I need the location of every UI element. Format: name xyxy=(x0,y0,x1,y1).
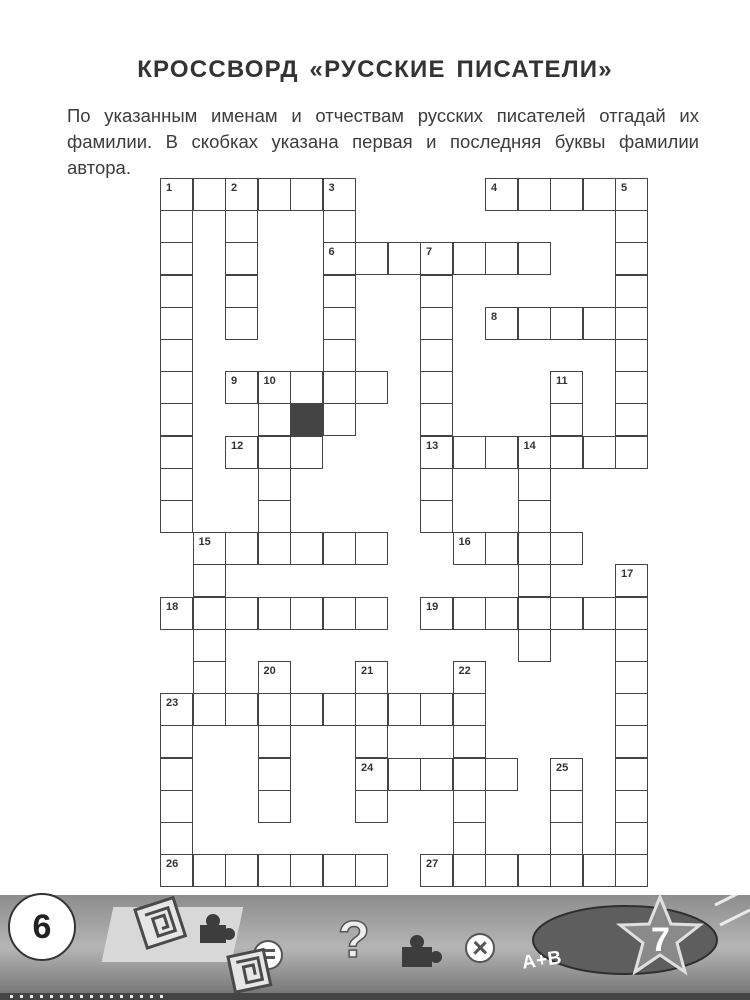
crossword-cell[interactable] xyxy=(258,178,291,211)
clue-number: 24 xyxy=(361,761,374,774)
crossword-cell[interactable] xyxy=(550,758,583,791)
crossword-cell[interactable] xyxy=(420,597,453,630)
crossword-cell[interactable] xyxy=(258,854,291,887)
crossword-cell[interactable] xyxy=(615,790,648,823)
crossword-cell[interactable] xyxy=(583,178,616,211)
crossword-cell[interactable] xyxy=(258,597,291,630)
crossword-cell[interactable] xyxy=(550,790,583,823)
crossword-cell[interactable] xyxy=(160,468,193,501)
crossword-cell[interactable] xyxy=(420,758,453,791)
crossword-cell[interactable] xyxy=(453,693,486,726)
crossword-cell[interactable] xyxy=(225,275,258,308)
crossword-cell[interactable] xyxy=(453,854,486,887)
crossword-cell[interactable] xyxy=(420,275,453,308)
crossword-cell[interactable] xyxy=(550,597,583,630)
crossword-cell[interactable] xyxy=(193,854,226,887)
crossword-cell[interactable] xyxy=(550,371,583,404)
crossword-cell[interactable] xyxy=(453,661,486,694)
crossword-cell[interactable] xyxy=(225,854,258,887)
crossword-cell[interactable] xyxy=(290,693,323,726)
crossword-cell[interactable] xyxy=(518,629,551,662)
crossword-cell[interactable] xyxy=(518,597,551,630)
crossword-cell[interactable] xyxy=(323,210,356,243)
instructions-text: По указанным именам и отчествам русских писателей отгадай их фамилии. В скобках указана первая и последняя буквы фамилии автора. xyxy=(67,105,699,178)
crossword-cell[interactable] xyxy=(485,178,518,211)
crossword-cell[interactable] xyxy=(160,339,193,372)
crossword-cell[interactable] xyxy=(323,597,356,630)
clue-number: 6 xyxy=(328,246,335,259)
crossword-cell[interactable] xyxy=(323,854,356,887)
crossword-cell[interactable] xyxy=(518,468,551,501)
crossword-cell[interactable] xyxy=(615,661,648,694)
crossword-cell[interactable] xyxy=(615,822,648,855)
crossword-cell[interactable] xyxy=(355,661,388,694)
plus-circle-icon xyxy=(466,934,494,962)
crossword-cell[interactable] xyxy=(258,468,291,501)
clue-number: 19 xyxy=(426,600,439,613)
crossword-cell[interactable] xyxy=(420,307,453,340)
crossword-cell[interactable] xyxy=(615,436,648,469)
crossword-cell[interactable] xyxy=(453,822,486,855)
crossword-cell[interactable] xyxy=(160,597,193,630)
crossword-cell[interactable] xyxy=(258,500,291,533)
crossword-cell[interactable] xyxy=(388,758,421,791)
crossword-cell[interactable] xyxy=(225,436,258,469)
crossword-cell[interactable] xyxy=(485,758,518,791)
crossword-cell[interactable] xyxy=(323,242,356,275)
crossword-cell[interactable] xyxy=(518,307,551,340)
crossword-cell[interactable] xyxy=(615,275,648,308)
page-number: 6 xyxy=(8,893,76,961)
crossword-cell[interactable] xyxy=(258,693,291,726)
crossword-cell[interactable] xyxy=(160,854,193,887)
crossword-cell[interactable] xyxy=(160,436,193,469)
crossword-cell[interactable] xyxy=(225,532,258,565)
clue-number: 27 xyxy=(426,858,439,871)
crossword-cell[interactable] xyxy=(550,307,583,340)
crossword-cell[interactable] xyxy=(193,532,226,565)
crossword-cell[interactable] xyxy=(225,597,258,630)
crossword-cell[interactable] xyxy=(225,307,258,340)
crossword-cell[interactable] xyxy=(258,725,291,758)
crossword-cell[interactable] xyxy=(420,242,453,275)
crossword-cell[interactable] xyxy=(323,371,356,404)
crossword-cell[interactable] xyxy=(355,597,388,630)
crossword-cell[interactable] xyxy=(485,854,518,887)
crossword-cell[interactable] xyxy=(615,242,648,275)
crossword-cell[interactable] xyxy=(420,693,453,726)
crossword-cell[interactable] xyxy=(258,758,291,791)
crossword-cell[interactable] xyxy=(388,693,421,726)
ab-badge-label: A+B xyxy=(520,947,564,974)
page-title: КРОССВОРД «РУССКИЕ ПИСАТЕЛИ» xyxy=(137,56,613,83)
crossword-cell[interactable] xyxy=(615,339,648,372)
crossword-cell[interactable] xyxy=(615,854,648,887)
crossword-cell[interactable] xyxy=(615,629,648,662)
crossword-cell[interactable] xyxy=(355,532,388,565)
crossword-cell[interactable] xyxy=(160,403,193,436)
crossword-cell[interactable] xyxy=(453,758,486,791)
crossword-cell[interactable] xyxy=(615,210,648,243)
crossword-cell[interactable] xyxy=(550,532,583,565)
crossword-cell[interactable] xyxy=(518,500,551,533)
crossword-cell[interactable] xyxy=(485,436,518,469)
crossword-cell[interactable] xyxy=(160,790,193,823)
crossword-cell[interactable] xyxy=(453,597,486,630)
crossword-cell[interactable] xyxy=(193,693,226,726)
crossword-cell[interactable] xyxy=(388,242,421,275)
crossword-cell[interactable] xyxy=(518,242,551,275)
crossword-cell[interactable] xyxy=(225,242,258,275)
clue-number: 1 xyxy=(166,182,173,194)
crossword-cell[interactable] xyxy=(323,178,356,211)
crossword-cell[interactable] xyxy=(193,661,226,694)
clue-number: 14 xyxy=(523,439,536,452)
clue-number: 22 xyxy=(458,665,471,677)
crossword-cell[interactable] xyxy=(550,403,583,436)
crossword-cell[interactable] xyxy=(615,597,648,630)
crossword-cell[interactable] xyxy=(193,564,226,597)
crossword-cell[interactable] xyxy=(160,275,193,308)
crossword-cell[interactable] xyxy=(453,436,486,469)
crossword-cell[interactable] xyxy=(615,725,648,758)
clue-number: 7 xyxy=(426,246,433,259)
clue-number: 2 xyxy=(231,182,238,194)
crossword-cell[interactable] xyxy=(420,854,453,887)
crossword-cell[interactable] xyxy=(518,564,551,597)
crossword-cell[interactable] xyxy=(323,307,356,340)
crossword-cell[interactable] xyxy=(355,790,388,823)
crossword-cell[interactable] xyxy=(485,597,518,630)
crossword-cell[interactable] xyxy=(583,436,616,469)
crossword-cell[interactable] xyxy=(485,532,518,565)
crossword-cell[interactable] xyxy=(225,210,258,243)
crossword-cell[interactable] xyxy=(453,532,486,565)
crossword-cell[interactable] xyxy=(323,532,356,565)
crossword-cell[interactable] xyxy=(420,468,453,501)
clue-number: 4 xyxy=(491,182,498,194)
crossword-cell[interactable] xyxy=(453,242,486,275)
crossword-cell[interactable] xyxy=(355,854,388,887)
crossword-cell[interactable] xyxy=(420,339,453,372)
crossword-cell[interactable] xyxy=(258,790,291,823)
crossword-cell[interactable] xyxy=(225,693,258,726)
clue-number: 11 xyxy=(556,375,568,388)
crossword-cell[interactable] xyxy=(258,403,291,436)
crossword-cell[interactable] xyxy=(258,371,291,404)
footer-decoration xyxy=(0,885,750,1000)
crossword-cell[interactable] xyxy=(160,307,193,340)
clue-number: 17 xyxy=(621,568,634,581)
crossword-cell[interactable] xyxy=(550,822,583,855)
crossword-cell[interactable] xyxy=(193,178,226,211)
crossword-cell[interactable] xyxy=(193,629,226,662)
clue-number: 5 xyxy=(621,182,628,194)
crossword-cell[interactable] xyxy=(420,436,453,469)
crossword-cell[interactable] xyxy=(323,339,356,372)
crossword-cell[interactable] xyxy=(518,532,551,565)
crossword-cell[interactable] xyxy=(323,403,356,436)
crossword-cell[interactable] xyxy=(355,371,388,404)
crossword-cell[interactable] xyxy=(550,436,583,469)
crossword-cell[interactable] xyxy=(323,275,356,308)
crossword-cell[interactable] xyxy=(615,307,648,340)
crossword-cell[interactable] xyxy=(420,371,453,404)
clue-number: 3 xyxy=(328,182,335,194)
maze-tile-icon-2 xyxy=(228,950,271,993)
crossword-cell[interactable] xyxy=(615,371,648,404)
crossword-cell[interactable] xyxy=(355,693,388,726)
clue-number: 15 xyxy=(198,536,211,549)
crossword-cell[interactable] xyxy=(453,790,486,823)
crossword-cell[interactable] xyxy=(453,725,486,758)
crossword-cell[interactable] xyxy=(258,661,291,694)
crossword-cell[interactable] xyxy=(485,307,518,340)
clue-number: 12 xyxy=(231,439,244,452)
crossword-cell[interactable] xyxy=(160,822,193,855)
crossword-cell[interactable] xyxy=(550,854,583,887)
crossword-cell[interactable] xyxy=(160,178,193,211)
crossword-cell[interactable] xyxy=(160,500,193,533)
crossword-cell[interactable] xyxy=(290,178,323,211)
crossword-cell[interactable] xyxy=(290,597,323,630)
crossword-cell[interactable] xyxy=(518,178,551,211)
crossword-cell[interactable] xyxy=(518,436,551,469)
clue-number: 25 xyxy=(556,761,569,774)
blocked-cell xyxy=(290,403,323,436)
clue-number: 18 xyxy=(166,600,179,613)
question-mark-icon: ? xyxy=(338,911,370,969)
crossword-cell[interactable] xyxy=(615,564,648,597)
crossword-cell[interactable] xyxy=(355,242,388,275)
crossword-cell[interactable] xyxy=(225,371,258,404)
clue-number: 10 xyxy=(263,375,276,388)
crossword-cell[interactable] xyxy=(160,725,193,758)
crossword-cell[interactable] xyxy=(160,693,193,726)
crossword-cell[interactable] xyxy=(518,854,551,887)
clue-number: 26 xyxy=(166,858,179,871)
svg-text:7: 7 xyxy=(651,921,670,959)
crossword-cell[interactable] xyxy=(160,210,193,243)
crossword-cell[interactable] xyxy=(290,436,323,469)
crossword-cell[interactable] xyxy=(290,854,323,887)
crossword-cell[interactable] xyxy=(225,178,258,211)
crossword-cell[interactable] xyxy=(615,758,648,791)
crossword-cell[interactable] xyxy=(193,597,226,630)
crossword-cell[interactable] xyxy=(550,178,583,211)
crossword-cell[interactable] xyxy=(583,307,616,340)
clue-number: 21 xyxy=(361,665,374,677)
crossword-cell[interactable] xyxy=(160,371,193,404)
crossword-cell[interactable] xyxy=(258,532,291,565)
crossword-cell[interactable] xyxy=(485,242,518,275)
clue-number: 20 xyxy=(263,665,276,677)
clue-number: 9 xyxy=(231,375,238,388)
crossword-cell[interactable] xyxy=(583,597,616,630)
clue-number: 8 xyxy=(491,310,498,323)
clue-number: 23 xyxy=(166,697,179,710)
crossword-cell[interactable] xyxy=(615,693,648,726)
crossword-cell[interactable] xyxy=(290,532,323,565)
crossword-cell[interactable] xyxy=(420,500,453,533)
crossword-cell[interactable] xyxy=(583,854,616,887)
crossword-cell[interactable] xyxy=(355,725,388,758)
crossword-cell[interactable] xyxy=(258,436,291,469)
crossword-cell[interactable] xyxy=(615,403,648,436)
clue-number: 16 xyxy=(458,536,471,549)
crossword-cell[interactable] xyxy=(355,758,388,791)
crossword-cell[interactable] xyxy=(420,403,453,436)
crossword-cell[interactable] xyxy=(323,693,356,726)
crossword-cell[interactable] xyxy=(160,242,193,275)
crossword-cell[interactable] xyxy=(290,371,323,404)
crossword-cell[interactable] xyxy=(160,758,193,791)
crossword-cell[interactable] xyxy=(615,178,648,211)
clue-number: 13 xyxy=(426,439,439,452)
